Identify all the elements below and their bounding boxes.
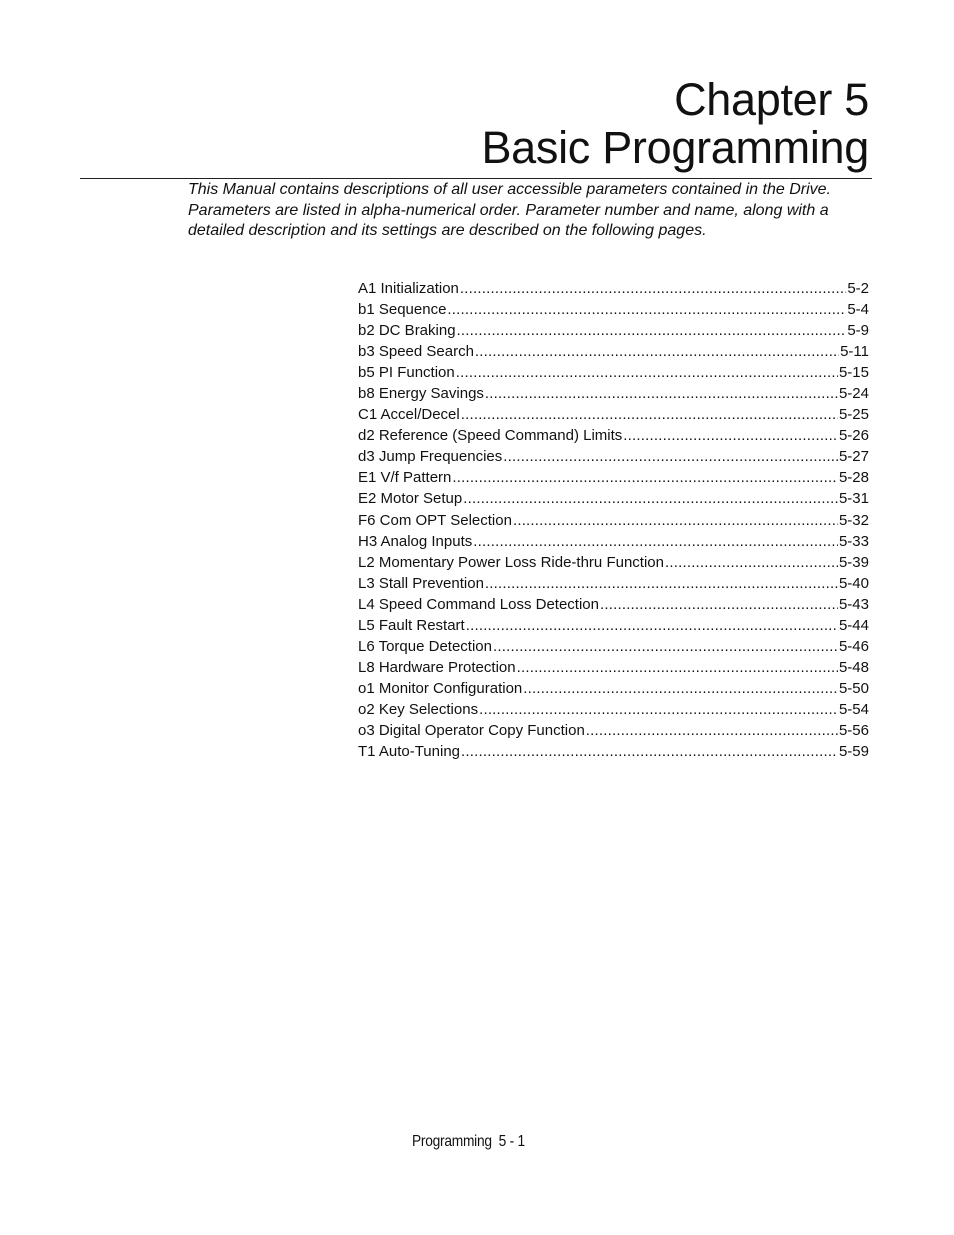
toc-entry-page: 5-40	[838, 574, 869, 592]
toc-entry-label: o1 Monitor Configuration	[358, 679, 523, 697]
toc-entry-label: L5 Fault Restart	[358, 616, 465, 634]
toc-entry-label: d3 Jump Frequencies	[358, 448, 503, 466]
toc-entry[interactable]	[358, 636, 869, 657]
toc-entry-page: 5-48	[838, 658, 869, 676]
toc-entry-page: 5-27	[838, 448, 869, 466]
toc-dot-leader	[523, 678, 838, 699]
toc-entry[interactable]	[358, 488, 869, 509]
toc-dot-leader	[447, 299, 846, 320]
toc-entry[interactable]	[358, 699, 869, 720]
toc-entry-label: A1 Initialization	[358, 280, 459, 297]
toc-entry-label: H3 Analog Inputs	[358, 532, 473, 550]
toc-entry[interactable]	[358, 573, 869, 594]
toc-dot-leader	[586, 720, 838, 741]
toc-entry[interactable]	[358, 362, 869, 383]
toc-entry-page: 5-15	[838, 364, 869, 382]
toc-entry[interactable]	[358, 531, 869, 552]
toc-dot-leader	[517, 657, 838, 678]
toc-entry[interactable]	[358, 510, 869, 531]
toc-entry[interactable]	[358, 278, 869, 299]
toc-dot-leader	[475, 341, 839, 362]
intro-line: This Manual contains descriptions of all user accessible parameters contained in the Drive.	[188, 181, 831, 198]
toc-entry-label: F6 Com OPT Selection	[358, 511, 512, 529]
footer-section: Programming	[412, 1133, 492, 1150]
toc-entry[interactable]	[358, 657, 869, 678]
toc-entry[interactable]	[358, 615, 869, 636]
toc-entry-page: 5-43	[838, 595, 869, 613]
toc-entry-label: b2 DC Braking	[358, 322, 456, 340]
toc-dot-leader	[461, 741, 838, 762]
toc-dot-leader	[460, 278, 846, 299]
toc-dot-leader	[461, 404, 838, 425]
table-of-contents	[358, 278, 869, 762]
chapter-heading	[481, 76, 869, 172]
toc-entry-label: b3 Speed Search	[358, 343, 474, 361]
toc-entry-label: L2 Momentary Power Loss Ride-thru Function	[358, 553, 664, 571]
toc-entry-label: d2 Reference (Speed Command) Limits	[358, 427, 623, 445]
toc-entry-page: 5-24	[838, 385, 869, 403]
page-footer	[412, 1132, 525, 1152]
toc-entry[interactable]	[358, 741, 869, 762]
toc-entry-page: 5-9	[847, 322, 869, 340]
chapter-number: Chapter 5	[674, 74, 869, 125]
toc-dot-leader	[463, 488, 838, 509]
toc-entry-label: L6 Torque Detection	[358, 637, 492, 655]
toc-dot-leader	[466, 615, 838, 636]
heading-rule	[80, 178, 872, 179]
toc-entry[interactable]	[358, 552, 869, 573]
toc-entry-page: 5-2	[847, 280, 869, 297]
intro-line: detailed description and its settings are described on the following pages.	[188, 222, 707, 239]
toc-dot-leader	[479, 699, 838, 720]
intro-paragraph	[188, 180, 878, 242]
toc-dot-leader	[623, 425, 838, 446]
toc-entry-page: 5-56	[838, 721, 869, 739]
footer-page-number: 5 - 1	[498, 1133, 525, 1150]
toc-entry-page: 5-46	[838, 637, 869, 655]
toc-dot-leader	[665, 552, 838, 573]
chapter-title: Basic Programming	[481, 122, 869, 173]
toc-entry-page: 5-33	[838, 532, 869, 550]
toc-entry[interactable]	[358, 404, 869, 425]
toc-entry-label: o2 Key Selections	[358, 700, 479, 718]
intro-line: Parameters are listed in alpha-numerical order. Parameter number and name, along with a	[188, 201, 829, 219]
toc-entry[interactable]	[358, 678, 869, 699]
toc-dot-leader	[457, 320, 847, 341]
toc-entry-page: 5-50	[838, 679, 869, 697]
toc-dot-leader	[493, 636, 838, 657]
toc-entry[interactable]	[358, 425, 869, 446]
toc-entry-page: 5-28	[838, 469, 869, 487]
toc-entry-page: 5-31	[838, 490, 869, 508]
toc-entry-label: E1 V/f Pattern	[358, 469, 452, 487]
toc-dot-leader	[452, 467, 838, 488]
toc-entry[interactable]	[358, 320, 869, 341]
toc-entry-page: 5-25	[838, 406, 869, 424]
toc-dot-leader	[485, 383, 838, 404]
toc-dot-leader	[600, 594, 838, 615]
toc-entry-label: o3 Digital Operator Copy Function	[358, 721, 585, 739]
toc-entry[interactable]	[358, 594, 869, 615]
toc-entry[interactable]	[358, 341, 869, 362]
toc-entry[interactable]	[358, 383, 869, 404]
toc-entry-page: 5-54	[838, 700, 869, 718]
toc-entry-label: L3 Stall Prevention	[358, 574, 484, 592]
toc-entry-label: E2 Motor Setup	[358, 490, 463, 508]
toc-entry-label: b8 Energy Savings	[358, 385, 484, 403]
toc-entry-page: 5-11	[840, 343, 869, 361]
toc-entry-page: 5-39	[838, 553, 869, 571]
toc-dot-leader	[503, 446, 838, 467]
toc-entry-page: 5-4	[847, 301, 869, 319]
toc-entry[interactable]	[358, 467, 869, 488]
toc-dot-leader	[485, 573, 838, 594]
toc-entry-label: b1 Sequence	[358, 301, 447, 319]
toc-dot-leader	[456, 362, 838, 383]
toc-dot-leader	[473, 531, 838, 552]
toc-entry-label: L8 Hardware Protection	[358, 658, 516, 676]
toc-entry-page: 5-32	[838, 511, 869, 529]
toc-entry[interactable]	[358, 446, 869, 467]
toc-entry[interactable]	[358, 720, 869, 741]
toc-entry-label: C1 Accel/Decel	[358, 406, 460, 424]
toc-entry-page: 5-26	[838, 427, 869, 445]
toc-entry-label: b5 PI Function	[358, 364, 455, 382]
toc-dot-leader	[513, 510, 838, 531]
toc-entry-page: 5-44	[838, 616, 869, 634]
toc-entry-label: L4 Speed Command Loss Detection	[358, 595, 599, 613]
toc-entry[interactable]	[358, 299, 869, 320]
toc-entry-label: T1 Auto-Tuning	[358, 743, 461, 761]
toc-entry-page: 5-59	[838, 743, 869, 761]
